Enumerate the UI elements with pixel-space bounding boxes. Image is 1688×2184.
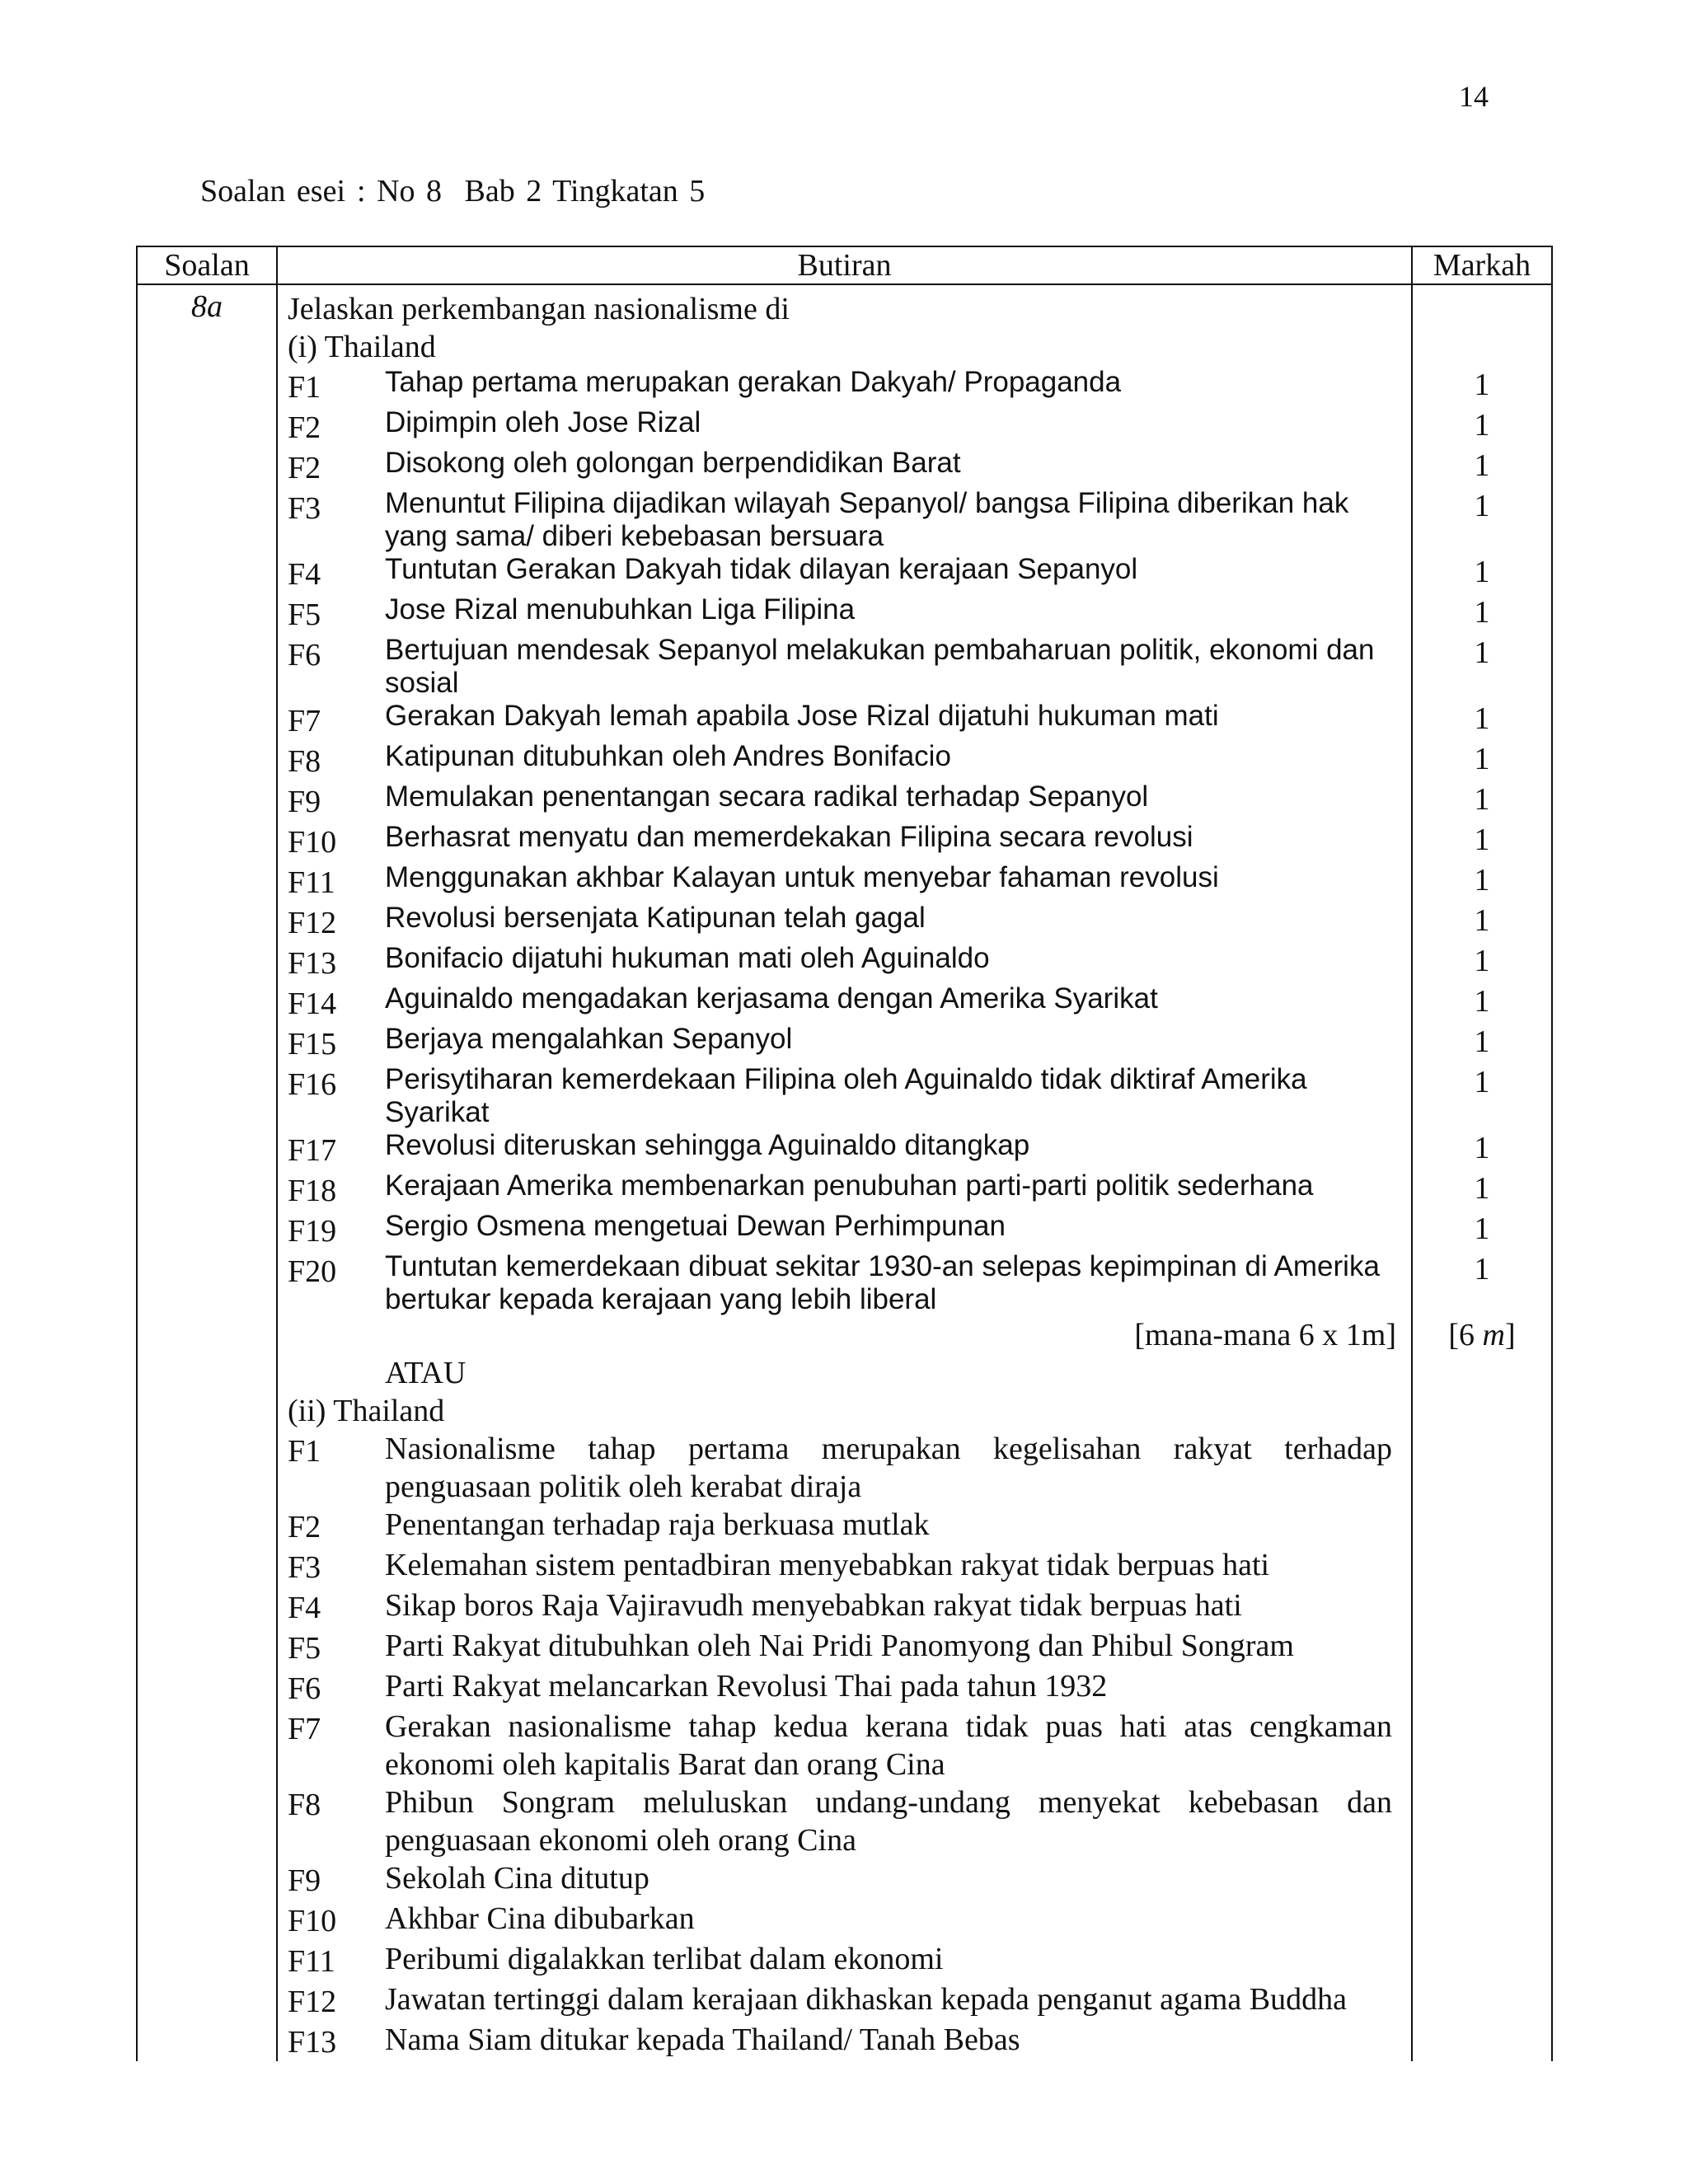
item-mark: 1: [1474, 1171, 1490, 1206]
item-text: Jawatan tertinggi dalam kerajaan dikhaskan kepada penganut agama Buddha: [385, 1982, 1347, 2017]
item-text: Bertujuan mendesak Sepanyol melakukan pembaharuan politik, ekonomi dan sosial: [385, 634, 1375, 699]
item-code: F16: [288, 1067, 337, 1102]
header-soalan: Soalan: [137, 246, 277, 284]
butiran-cell: [277, 284, 1412, 2061]
item-mark: 1: [1474, 635, 1490, 670]
item-code: F2: [288, 1510, 321, 1544]
header-butiran: Butiran: [277, 246, 1412, 284]
item-code: F15: [288, 1027, 337, 1062]
item-text: Aguinaldo mengadakan kerjasama dengan Amerika Syarikat: [385, 982, 1158, 1015]
part1-item: [288, 1129, 1411, 1169]
part1-item: [288, 942, 1411, 982]
part1-item: [288, 1169, 1411, 1210]
item-code: F6: [288, 1671, 321, 1706]
item-code: F8: [288, 1788, 321, 1822]
item-text: Sekolah Cina ditutup: [385, 1861, 649, 1896]
heading-tingkatan: Tingkatan 5: [552, 174, 706, 209]
item-text: Gerakan nasionalisme tahap kedua kerana tidak puas hati atas cengkaman ekonomi oleh kapitalis Barat dan orang Cina: [385, 1709, 1392, 1782]
item-code: F10: [288, 825, 337, 860]
part2-title: (ii) Thailand: [288, 1394, 445, 1428]
page-number: 14: [1459, 80, 1489, 113]
part2-item: [288, 1940, 1411, 1980]
header-markah: Markah: [1412, 246, 1552, 284]
item-mark: 1: [1474, 944, 1490, 978]
item-code: F5: [288, 1631, 321, 1666]
item-mark: 1: [1474, 701, 1490, 736]
item-text: Revolusi diteruskan sehingga Aguinaldo ditangkap: [385, 1129, 1030, 1161]
item-code: F10: [288, 1904, 337, 1938]
marking-scheme-table: [136, 246, 1553, 2061]
item-text: Parti Rakyat ditubuhkan oleh Nai Pridi Panomyong dan Phibul Songram: [385, 1629, 1294, 1663]
item-mark: 1: [1474, 1024, 1490, 1059]
item-text: Dipimpin oleh Jose Rizal: [385, 406, 701, 438]
item-text: Kelemahan sistem pentadbiran menyebabkan rakyat tidak berpuas hati: [385, 1548, 1270, 1582]
item-code: F20: [288, 1254, 337, 1289]
part2-item: [288, 1980, 1411, 2021]
table-header-row: [137, 246, 1552, 284]
item-code: F3: [288, 1550, 321, 1585]
item-code: F7: [288, 1712, 321, 1746]
item-mark: 1: [1474, 448, 1490, 483]
heading-no: No 8: [377, 174, 443, 209]
item-code: F13: [288, 2025, 337, 2060]
part1-item: [288, 821, 1411, 861]
part1-item: [288, 861, 1411, 902]
markah-cell: [1412, 284, 1552, 2061]
part2-item: [288, 1586, 1411, 1627]
question-intro: Jelaskan perkembangan nasionalisme di: [288, 292, 790, 326]
part1-item: [288, 700, 1411, 740]
part2-item: [288, 2021, 1411, 2061]
item-text: Menggunakan akhbar Kalayan untuk menyebar fahaman revolusi: [385, 861, 1219, 893]
part1-item: [288, 1250, 1411, 1316]
item-mark: 1: [1474, 408, 1490, 443]
item-code: F4: [288, 557, 321, 592]
item-mark: 1: [1474, 1252, 1490, 1286]
item-text: Nasionalisme tahap pertama merupakan kegelisahan rakyat terhadap penguasaan politik oleh kerabat diraja: [385, 1432, 1392, 1504]
item-code: F2: [288, 410, 321, 445]
part2-item: [288, 1783, 1411, 1859]
item-code: F8: [288, 744, 321, 779]
item-mark: 1: [1474, 595, 1490, 630]
item-code: F14: [288, 987, 337, 1021]
item-text: Penentangan terhadap raja berkuasa mutlak: [385, 1507, 930, 1542]
part1-list: [288, 366, 1411, 1316]
item-text: Berhasrat menyatu dan memerdekakan Filipina secara revolusi: [385, 821, 1193, 853]
item-text: Disokong oleh golongan berpendidikan Barat: [385, 447, 961, 479]
part1-item: [288, 553, 1411, 593]
total-open: [6: [1448, 1318, 1483, 1352]
part2-item: [288, 1430, 1411, 1506]
item-mark: 1: [1474, 555, 1490, 589]
or-label: ATAU: [385, 1356, 467, 1390]
item-text: Berjaya mengalahkan Sepanyol: [385, 1023, 793, 1055]
part2-list: [288, 1430, 1411, 2061]
item-text: Peribumi digalakkan terlibat dalam ekonomi: [385, 1942, 944, 1976]
part1-item: [288, 447, 1411, 487]
item-code: F5: [288, 598, 321, 632]
heading-bab: Bab 2: [464, 174, 542, 209]
item-mark: 1: [1474, 782, 1490, 817]
item-text: Sergio Osmena mengetuai Dewan Perhimpunan: [385, 1210, 1006, 1242]
item-text: Kerajaan Amerika membenarkan penubuhan parti-parti politik sederhana: [385, 1169, 1314, 1202]
part1-item: [288, 366, 1411, 406]
item-code: F11: [288, 1944, 335, 1979]
question-label: 8a: [191, 289, 223, 324]
part1-item: [288, 1063, 1411, 1129]
item-text: Katipunan ditubuhkan oleh Andres Bonifacio: [385, 740, 951, 772]
item-code: F12: [288, 1985, 337, 2019]
total-close: ]: [1504, 1318, 1516, 1352]
item-code: F18: [288, 1174, 337, 1208]
part1-item: [288, 740, 1411, 780]
item-text: Menuntut Filipina dijadikan wilayah Sepanyol/ bangsa Filipina diberikan hak yang sama/ diberi kebebasan bersuara: [385, 487, 1349, 552]
item-text: Revolusi bersenjata Katipunan telah gagal: [385, 902, 926, 934]
item-mark: 1: [1474, 903, 1490, 938]
item-code: F9: [288, 785, 321, 819]
item-text: Perisytiharan kemerdekaan Filipina oleh Aguinaldo tidak diktiraf Amerika Syarikat: [385, 1063, 1307, 1128]
part1-title: (i) Thailand: [288, 330, 436, 364]
item-code: F19: [288, 1214, 337, 1249]
item-code: F3: [288, 491, 321, 526]
item-text: Akhbar Cina dibubarkan: [385, 1901, 695, 1936]
item-text: Memulakan penentangan secara radikal terhadap Sepanyol: [385, 780, 1149, 813]
item-text: Bonifacio dijatuhi hukuman mati oleh Aguinaldo: [385, 942, 990, 974]
item-code: F12: [288, 906, 337, 940]
part1-item: [288, 902, 1411, 942]
part1-total-mark: [1413, 1316, 1551, 1354]
item-code: F6: [288, 638, 321, 673]
item-text: Tuntutan kemerdekaan dibuat sekitar 1930-an selepas kepimpinan di Amerika bertukar kepada kerajaan yang lebih liberal: [385, 1250, 1380, 1315]
item-text: Gerakan Dakyah lemah apabila Jose Rizal dijatuhi hukuman mati: [385, 700, 1219, 732]
page-heading: [200, 173, 705, 209]
item-mark: 1: [1474, 1131, 1490, 1165]
item-mark: 1: [1474, 984, 1490, 1019]
part2-item: [288, 1859, 1411, 1900]
item-code: F4: [288, 1591, 321, 1625]
item-text: Jose Rizal menubuhkan Liga Filipina: [385, 593, 856, 626]
item-code: F2: [288, 451, 321, 485]
item-code: F11: [288, 865, 335, 900]
item-text: Tahap pertama merupakan gerakan Dakyah/ Propaganda: [385, 366, 1122, 398]
part1-item: [288, 1210, 1411, 1250]
part1-item: [288, 593, 1411, 634]
item-text: Phibun Songram meluluskan undang-undang menyekat kebebasan dan penguasaan ekonomi oleh orang Cina: [385, 1785, 1392, 1858]
item-code: F13: [288, 946, 337, 981]
item-text: Parti Rakyat melancarkan Revolusi Thai pada tahun 1932: [385, 1669, 1108, 1704]
item-code: F1: [288, 370, 321, 405]
item-mark: 1: [1474, 1065, 1490, 1099]
part2-item: [288, 1506, 1411, 1546]
part2-item: [288, 1546, 1411, 1586]
item-text: Nama Siam ditukar kepada Thailand/ Tanah Bebas: [385, 2022, 1020, 2057]
table-body-row: [137, 284, 1552, 2061]
item-code: F9: [288, 1863, 321, 1898]
part1-any-note: [mana-mana 6 x 1m]: [1134, 1318, 1396, 1352]
item-code: F17: [288, 1133, 337, 1168]
item-mark: 1: [1474, 742, 1490, 776]
total-m: m: [1482, 1318, 1505, 1352]
item-mark: 1: [1474, 1212, 1490, 1246]
part1-item: [288, 780, 1411, 821]
part1-item: [288, 487, 1411, 553]
soalan-cell: [137, 284, 277, 2061]
item-mark: 1: [1474, 368, 1490, 402]
part2-item: [288, 1667, 1411, 1708]
heading-colon: :: [357, 174, 366, 209]
marks-list: [1413, 366, 1551, 1316]
part1-item: [288, 634, 1411, 700]
item-mark: 1: [1474, 823, 1490, 857]
part2-item: [288, 1900, 1411, 1940]
item-text: Sikap boros Raja Vajiravudh menyebabkan rakyat tidak berpuas hati: [385, 1588, 1242, 1623]
item-code: F7: [288, 704, 321, 738]
item-text: Tuntutan Gerakan Dakyah tidak dilayan kerajaan Sepanyol: [385, 553, 1138, 585]
heading-prefix: Soalan esei: [200, 174, 346, 209]
item-code: F1: [288, 1434, 321, 1469]
part1-item: [288, 1023, 1411, 1063]
part1-item: [288, 982, 1411, 1023]
part1-item: [288, 406, 1411, 447]
item-mark: 1: [1474, 489, 1490, 523]
item-mark: 1: [1474, 863, 1490, 898]
part2-item: [288, 1708, 1411, 1783]
part2-item: [288, 1627, 1411, 1667]
